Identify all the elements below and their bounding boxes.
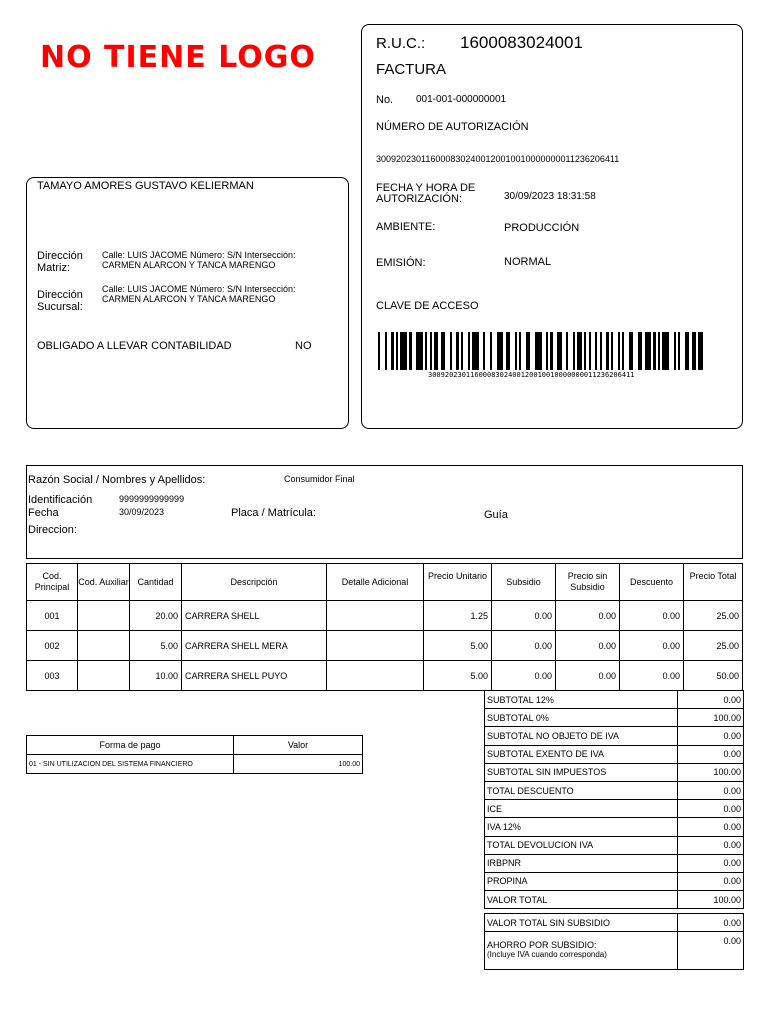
emision-label: EMISIÓN:: [376, 257, 426, 269]
cell-subsidio: 0.00: [492, 601, 556, 631]
cell-cantidad: 5.00: [130, 631, 182, 661]
payment-header-row: [27, 736, 363, 755]
col-descuento: Descuento: [620, 564, 684, 601]
totals-value: 100.00: [678, 709, 744, 727]
fecha-auth-value: 30/09/2023 18:31:58: [504, 191, 596, 202]
cell-descuento: 0.00: [620, 631, 684, 661]
totals-value: 0.00: [678, 854, 744, 872]
totals-row: [485, 872, 744, 890]
totals-value: 0.00: [678, 727, 744, 745]
totals-value: 0.00: [678, 800, 744, 818]
matriz-value: Calle: LUIS JACOME Número: S/N Intersección: CARMEN ALARCON Y TANCA MARENGO: [102, 250, 296, 270]
cell-sin-subsidio: 0.00: [556, 631, 620, 661]
ruc-value: 1600083024001: [460, 33, 583, 52]
totals-value: 0.00: [678, 818, 744, 836]
cell-sin-subsidio: 0.00: [556, 601, 620, 631]
auth-label: NÚMERO DE AUTORIZACIÓN: [376, 121, 529, 133]
barcode-gap: [703, 332, 707, 370]
cell-descripcion: CARRERA SHELL: [182, 601, 327, 631]
totals-label: SUBTOTAL NO OBJETO DE IVA: [485, 727, 678, 745]
totals-label: IRBPNR: [485, 854, 678, 872]
valor-value: 100.00: [234, 755, 363, 774]
cell-precio: 5.00: [424, 631, 492, 661]
barcode: [378, 332, 708, 370]
barcode-bar: [416, 332, 423, 370]
ahorro-note: (Incluye IVA cuando corresponda): [487, 950, 607, 959]
totals-label: PROPINA: [485, 872, 678, 890]
totals-row: [485, 781, 744, 799]
matriz-label: Dirección Matriz:: [37, 250, 83, 274]
totals-row: [485, 727, 744, 745]
valor-sin-subsidio-value: 0.00: [678, 914, 744, 932]
totals-row: [485, 836, 744, 854]
totals-label: VALOR TOTAL: [485, 891, 678, 909]
ahorro-value: 0.00: [678, 932, 744, 970]
forma-pago-value: 01 - SIN UTILIZACION DEL SISTEMA FINANCIERO: [27, 755, 234, 774]
issuer-name: TAMAYO AMORES GUSTAVO KELIERMAN: [37, 180, 254, 192]
barcode-bar: [497, 332, 504, 370]
barcode-bar: [400, 332, 407, 370]
totals-label: TOTAL DESCUENTO: [485, 781, 678, 799]
emision-value: NORMAL: [504, 256, 552, 268]
guia-label: Guía: [484, 509, 508, 521]
subsidy-table: [484, 913, 744, 970]
identificacion-label: Identificación: [28, 494, 93, 506]
ambiente-value: PRODUCCIÓN: [504, 222, 580, 234]
totals-label: SUBTOTAL SIN IMPUESTOS: [485, 763, 678, 781]
totals-label: SUBTOTAL EXENTO DE IVA: [485, 745, 678, 763]
clave-label: CLAVE DE ACCESO: [376, 300, 479, 312]
ahorro-label: AHORRO POR SUBSIDIO:: [487, 940, 597, 950]
valor-sin-subsidio-label: VALOR TOTAL SIN SUBSIDIO: [485, 914, 678, 932]
totals-label: SUBTOTAL 0%: [485, 709, 678, 727]
auth-value: 3009202301160008302400120010010000000011236206411: [376, 154, 620, 164]
cell-total: 25.00: [684, 631, 743, 661]
no-label: No.: [376, 94, 394, 106]
fecha-label: Fecha: [28, 507, 59, 519]
cell-subsidio: 0.00: [492, 631, 556, 661]
cell-sin-subsidio: 0.00: [556, 661, 620, 691]
table-row: [27, 661, 743, 691]
cell-cod: 002: [27, 631, 78, 661]
cell-descripcion: CARRERA SHELL MERA: [182, 631, 327, 661]
logo-placeholder: NO TIENE LOGO: [40, 40, 316, 75]
col-cod-auxiliar: Cod. Auxiliar: [78, 564, 130, 601]
cell-descripcion: CARRERA SHELL PUYO: [182, 661, 327, 691]
cell-total: 25.00: [684, 601, 743, 631]
barcode-bar: [662, 332, 669, 370]
subsidy-row: [485, 932, 744, 970]
totals-value: 0.00: [678, 745, 744, 763]
totals-label: ICE: [485, 800, 678, 818]
totals-row: [485, 854, 744, 872]
cell-detalle: [327, 631, 424, 661]
col-subsidio: Subsidio: [492, 564, 556, 601]
payment-table: [26, 735, 363, 774]
sucursal-value: Calle: LUIS JACOME Número: S/N Intersección: CARMEN ALARCON Y TANCA MARENGO: [102, 284, 296, 304]
identificacion-value: 9999999999999: [119, 494, 185, 504]
ambiente-label: AMBIENTE:: [376, 221, 436, 233]
totals-row: [485, 709, 744, 727]
totals-label: IVA 12%: [485, 818, 678, 836]
totals-value: 0.00: [678, 691, 744, 709]
cell-descuento: 0.00: [620, 661, 684, 691]
cell-cantidad: 10.00: [130, 661, 182, 691]
client-box: [26, 465, 743, 559]
cell-aux: [78, 601, 130, 631]
totals-value: 0.00: [678, 836, 744, 854]
totals-value: 0.00: [678, 872, 744, 890]
ahorro-cell: [485, 932, 678, 970]
fecha-auth-label: FECHA Y HORA DE AUTORIZACIÓN:: [376, 182, 476, 205]
col-precio-sin-subsidio: Precio sin Subsidio: [556, 564, 620, 601]
totals-row: [485, 691, 744, 709]
totals-value: 100.00: [678, 763, 744, 781]
cell-aux: [78, 661, 130, 691]
items-table: [26, 563, 743, 691]
forma-pago-header: Forma de pago: [27, 736, 234, 755]
fecha-value: 30/09/2023: [119, 507, 165, 517]
totals-label: TOTAL DEVOLUCION IVA: [485, 836, 678, 854]
col-cantidad: Cantidad: [130, 564, 182, 601]
subsidy-row: [485, 914, 744, 932]
barcode-bar: [472, 332, 479, 370]
contabilidad-label: OBLIGADO A LLEVAR CONTABILIDAD: [37, 340, 232, 352]
items-header-row: [27, 564, 743, 601]
sucursal-label: Dirección Sucursal:: [37, 289, 83, 313]
placa-label: Placa / Matrícula:: [231, 507, 316, 519]
razon-value: Consumidor Final: [284, 474, 355, 484]
totals-value: 0.00: [678, 781, 744, 799]
totals-row: [485, 745, 744, 763]
totals-value: 100.00: [678, 891, 744, 909]
totals-row: [485, 818, 744, 836]
totals-table: [484, 690, 744, 909]
contabilidad-value: NO: [295, 340, 312, 352]
col-descripcion: Descripción: [182, 564, 327, 601]
col-precio-total: Precio Total: [684, 564, 743, 601]
cell-aux: [78, 631, 130, 661]
cell-detalle: [327, 661, 424, 691]
cell-total: 50.00: [684, 661, 743, 691]
cell-cod: 003: [27, 661, 78, 691]
doc-type: FACTURA: [376, 61, 447, 78]
cell-cod: 001: [27, 601, 78, 631]
no-value: 001-001-000000001: [416, 94, 507, 105]
cell-precio: 5.00: [424, 661, 492, 691]
totals-row: [485, 763, 744, 781]
cell-cantidad: 20.00: [130, 601, 182, 631]
valor-header: Valor: [234, 736, 363, 755]
issuer-box: [26, 177, 349, 429]
cell-detalle: [327, 601, 424, 631]
totals-row: [485, 800, 744, 818]
col-precio-unitario: Precio Unitario: [424, 564, 492, 601]
razon-label: Razón Social / Nombres y Apellidos:: [28, 474, 206, 486]
barcode-bar: [535, 332, 542, 370]
barcode-text: 3009202301160008302400120010010000000011236206411: [428, 371, 635, 379]
table-row: [27, 631, 743, 661]
table-row: [27, 601, 743, 631]
barcode-bar: [645, 332, 652, 370]
totals-row: [485, 891, 744, 909]
cell-descuento: 0.00: [620, 601, 684, 631]
cell-subsidio: 0.00: [492, 661, 556, 691]
payment-row: [27, 755, 363, 774]
totals-label: SUBTOTAL 12%: [485, 691, 678, 709]
ruc-label: R.U.C.:: [376, 35, 426, 52]
col-detalle-adicional: Detalle Adicional: [327, 564, 424, 601]
cell-precio: 1.25: [424, 601, 492, 631]
col-cod-principal: Cod. Principal: [27, 564, 78, 601]
direccion-label: Direccion:: [28, 524, 77, 536]
